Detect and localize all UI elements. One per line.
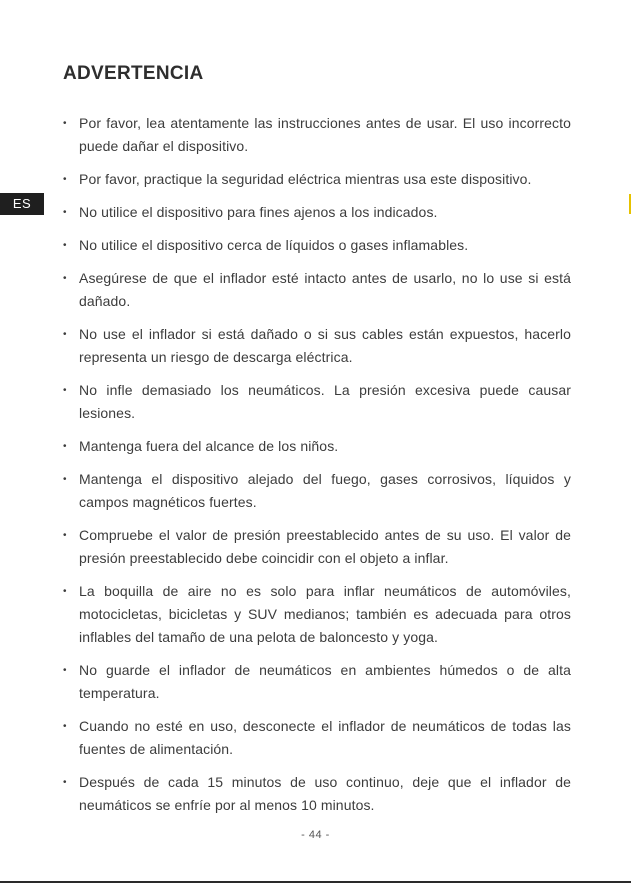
warning-text: Por favor, lea atentamente las instrucciones antes de usar. El uso incorrecto puede dañar el dispositivo.: [79, 115, 571, 154]
language-tab: ES: [0, 193, 44, 215]
warning-list: [63, 112, 571, 827]
bullet-icon: •: [63, 474, 67, 485]
warning-text: No utilice el dispositivo cerca de líquidos o gases inflamables.: [79, 237, 469, 253]
warning-text: Cuando no esté en uso, desconecte el inflador de neumáticos de todas las fuentes de alimentación.: [79, 718, 571, 757]
bullet-icon: •: [63, 240, 67, 251]
warning-text: Compruebe el valor de presión preestablecido antes de su uso. El valor de presión preestablecido debe coincidir con el objeto a inflar.: [79, 527, 571, 566]
bullet-icon: •: [63, 586, 67, 597]
bullet-icon: •: [63, 118, 67, 129]
bullet-icon: •: [63, 273, 67, 284]
warning-item: [63, 659, 571, 705]
bullet-icon: •: [63, 441, 67, 452]
warning-text: La boquilla de aire no es solo para inflar neumáticos de automóviles, motocicletas, bicicletas y SUV medianos; también es adecuada para otros inflables del tamaño de una pelota de baloncesto y yoga.: [79, 583, 571, 645]
bullet-icon: •: [63, 329, 67, 340]
warning-item: [63, 112, 571, 158]
warning-item: [63, 267, 571, 313]
warning-item: [63, 715, 571, 761]
warning-text: Asegúrese de que el inflador esté intacto antes de usarlo, no lo use si está dañado.: [79, 270, 571, 309]
warning-item: [63, 771, 571, 817]
warning-text: Después de cada 15 minutos de uso continuo, deje que el inflador de neumáticos se enfríe por al menos 10 minutos.: [79, 774, 571, 813]
warning-item: [63, 234, 571, 257]
warning-text: No utilice el dispositivo para fines ajenos a los indicados.: [79, 204, 438, 220]
warning-text: No infle demasiado los neumáticos. La presión excesiva puede causar lesiones.: [79, 382, 571, 421]
bullet-icon: •: [63, 777, 67, 788]
warning-heading: ADVERTENCIA: [63, 63, 204, 84]
warning-text: No use el inflador si está dañado o si sus cables están expuestos, hacerlo representa un riesgo de descarga eléctrica.: [79, 326, 571, 365]
bullet-icon: •: [63, 385, 67, 396]
warning-item: [63, 524, 571, 570]
warning-item: [63, 168, 571, 191]
bullet-icon: •: [63, 207, 67, 218]
warning-text: No guarde el inflador de neumáticos en ambientes húmedos o de alta temperatura.: [79, 662, 571, 701]
warning-item: [63, 580, 571, 649]
warning-item: [63, 435, 571, 458]
warning-text: Mantenga fuera del alcance de los niños.: [79, 438, 339, 454]
warning-item: [63, 379, 571, 425]
warning-text: Mantenga el dispositivo alejado del fuego, gases corrosivos, líquidos y campos magnéticos fuertes.: [79, 471, 571, 510]
page-number: - 44 -: [301, 829, 330, 841]
bullet-icon: •: [63, 174, 67, 185]
warning-item: [63, 201, 571, 224]
warning-text: Por favor, practique la seguridad eléctrica mientras usa este dispositivo.: [79, 171, 532, 187]
bullet-icon: •: [63, 530, 67, 541]
bullet-icon: •: [63, 665, 67, 676]
warning-item: [63, 468, 571, 514]
bullet-icon: •: [63, 721, 67, 732]
warning-item: [63, 323, 571, 369]
